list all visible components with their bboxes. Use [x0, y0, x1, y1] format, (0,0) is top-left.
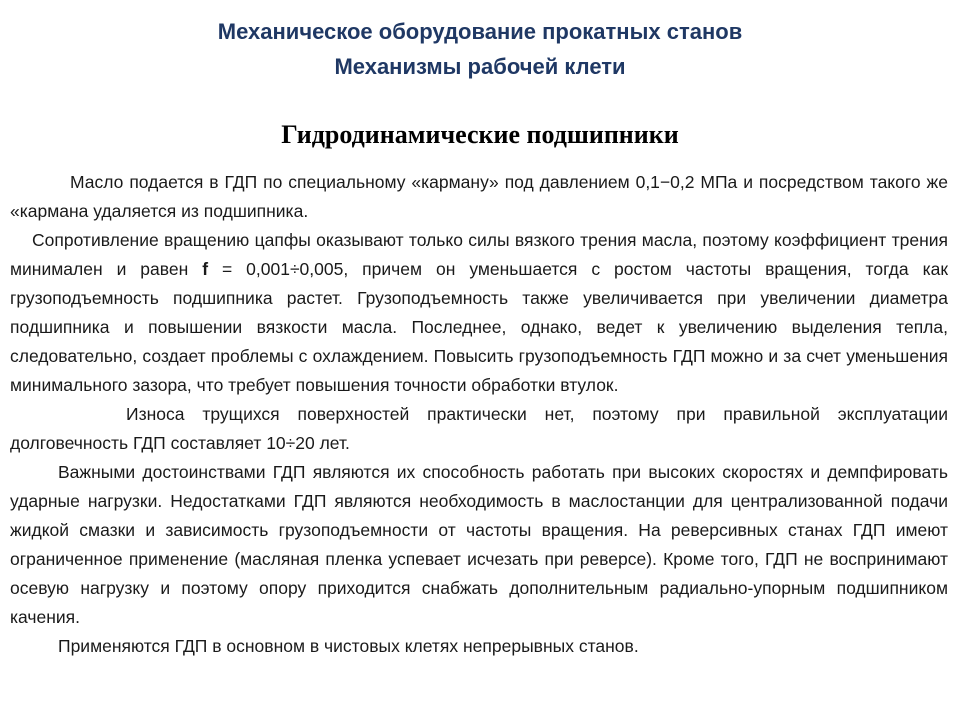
- paragraph-friction: [10, 226, 948, 400]
- paragraph-friction-rest: = 0,001÷0,005, причем он уменьшается с ростом частоты вращения, тогда как грузоподъемность подшипника растет. Грузоподъемность также увеличивается при увеличении диаметра подшипника и повышении вязкости масла. Последнее, однако, ведет к увеличению выделения тепла, следовательно, создает проблемы с охлаждением. Повысить грузоподъемность ГДП можно и за счет уменьшения минимального зазора, что требует повышения точности обработки втулок.: [10, 259, 948, 395]
- title-line-1: Механическое оборудование прокатных станов: [217, 19, 743, 44]
- body-text: [10, 168, 948, 661]
- section-heading: Гидродинамические подшипники: [281, 120, 679, 149]
- friction-coefficient-symbol: f: [202, 259, 209, 279]
- paragraph-oil-supply: Масло подается в ГДП по специальному «карману» под давлением 0,1−0,2 МПа и посредством такого же «кармана удаляется из подшипника.: [10, 172, 948, 221]
- title-line-2: Механизмы рабочей клети: [334, 54, 626, 79]
- paragraph-application: Применяются ГДП в основном в чистовых клетях непрерывных станов.: [58, 636, 639, 656]
- paragraph-wear: Износа трущихся поверхностей практически нет, поэтому при правильной эксплуатации долговечность ГДП составляет 10÷20 лет.: [10, 404, 948, 453]
- paragraph-advantages: Важными достоинствами ГДП являются их способность работать при высоких скоростях и демпфировать ударные нагрузки. Недостатками ГДП являются необходимость в маслостанции для централизованной подачи жидкой смазки и зависимость грузоподъемности от частоты вращения. На реверсивных станах ГДП имеют ограниченное применение (масляная пленка успевает исчезать при реверсе). Кроме того, ГДП не воспринимают осевую нагрузку и поэтому опору приходится снабжать дополнительным радиально-упорным подшипником качения.: [10, 462, 948, 627]
- paragraph-friction-start: Сопротивление вращению цапфы оказывают только силы вязкого трения масла, поэтому коэффициент трения минимален и равен: [10, 230, 948, 279]
- slide-title: [0, 14, 960, 84]
